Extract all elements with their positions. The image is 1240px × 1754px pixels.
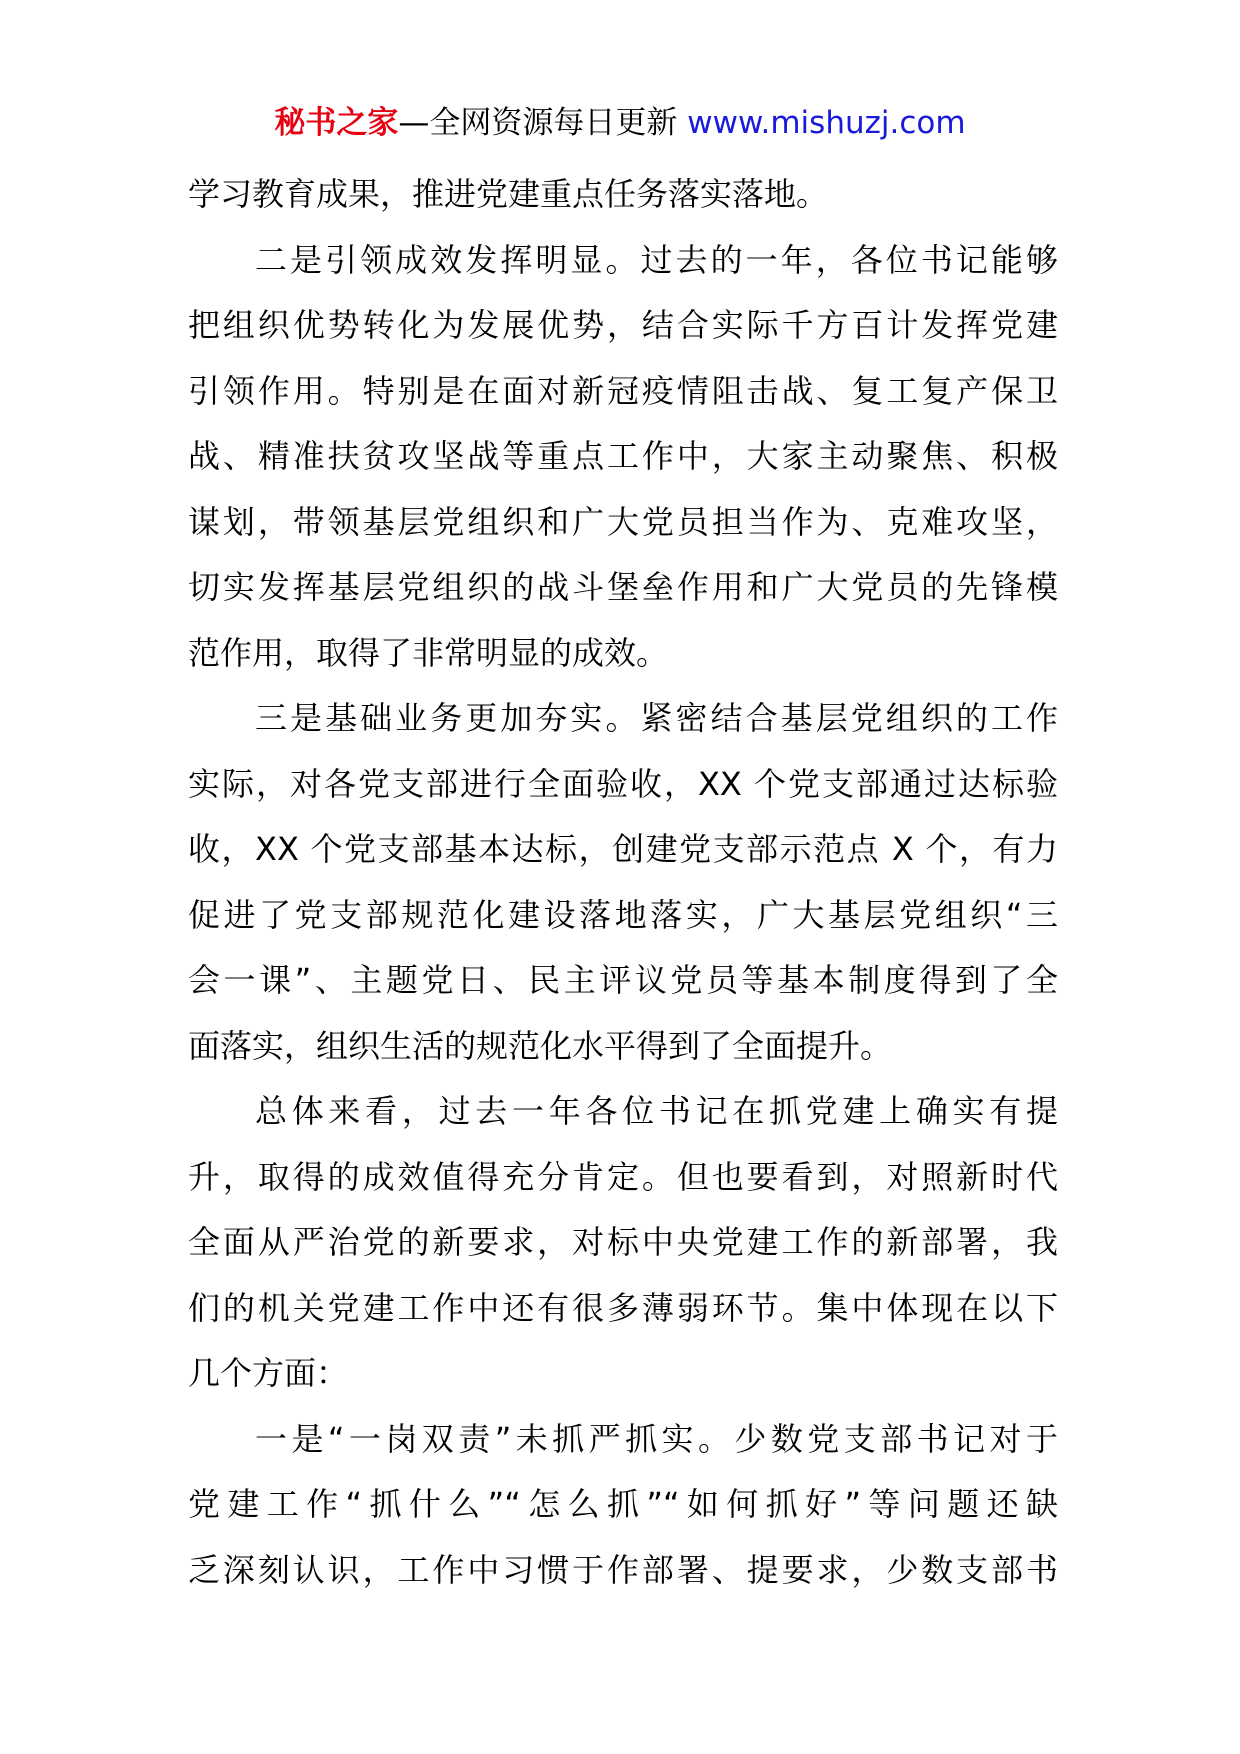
text-line: 切实发挥基层党组织的战斗堡垒作用和广大党员的先锋模 bbox=[188, 568, 1058, 606]
text-line: 谋划，带领基层党组织和广大党员担当作为、克难攻坚， bbox=[188, 502, 1058, 541]
text-line: 收，XX 个党支部基本达标，创建党支部示范点 X 个，有力 bbox=[188, 830, 1058, 868]
text-line: 几个方面： bbox=[188, 1354, 349, 1392]
text-line: 促进了党支部规范化建设落地落实，广大基层党组织“三 bbox=[188, 895, 1058, 934]
site-url-link[interactable]: www.mishuzj.com bbox=[687, 105, 966, 141]
text-line: 战、精准扶贫攻坚战等重点工作中，大家主动聚焦、积极 bbox=[188, 437, 1058, 475]
text-line: 引领作用。特别是在面对新冠疫情阻击战、复工复产保卫 bbox=[188, 371, 1058, 410]
text-line: 一是“一岗双责”未抓严抓实。少数党支部书记对于 bbox=[255, 1419, 1058, 1458]
text-line: 们的机关党建工作中还有很多薄弱环节。集中体现在以下 bbox=[188, 1288, 1058, 1327]
text-line: 全面从严治党的新要求，对标中央党建工作的新部署，我 bbox=[188, 1223, 1058, 1261]
text-line: 实际，对各党支部进行全面验收，XX 个党支部通过达标验 bbox=[188, 764, 1058, 803]
site-tagline: —全网资源每日更新 bbox=[398, 105, 678, 141]
text-line: 面落实，组织生活的规范化水平得到了全面提升。 bbox=[188, 1026, 893, 1065]
text-line: 升，取得的成效值得充分肯定。但也要看到，对照新时代 bbox=[188, 1157, 1058, 1196]
text-line: 范作用，取得了非常明显的成效。 bbox=[188, 633, 669, 672]
site-header bbox=[0, 100, 1240, 146]
site-brand: 秘书之家 bbox=[274, 105, 399, 141]
text-line: 会一课”、主题党日、民主评议党员等基本制度得到了全 bbox=[188, 961, 1058, 999]
text-line: 党建工作“抓什么”“怎么抓”“如何抓好”等问题还缺 bbox=[188, 1485, 1058, 1523]
document-body bbox=[188, 162, 1058, 1603]
text-line: 学习教育成果，推进党建重点任务落实落地。 bbox=[188, 175, 829, 213]
text-line: 三是基础业务更加夯实。紧密结合基层党组织的工作 bbox=[255, 699, 1058, 737]
text-line: 二是引领成效发挥明显。过去的一年，各位书记能够 bbox=[255, 240, 1058, 279]
text-line: 总体来看，过去一年各位书记在抓党建上确实有提 bbox=[255, 1092, 1058, 1130]
text-line: 乏深刻认识，工作中习惯于作部署、提要求，少数支部书 bbox=[188, 1550, 1058, 1589]
text-line: 把组织优势转化为发展优势，结合实际千方百计发挥党建 bbox=[188, 306, 1058, 344]
